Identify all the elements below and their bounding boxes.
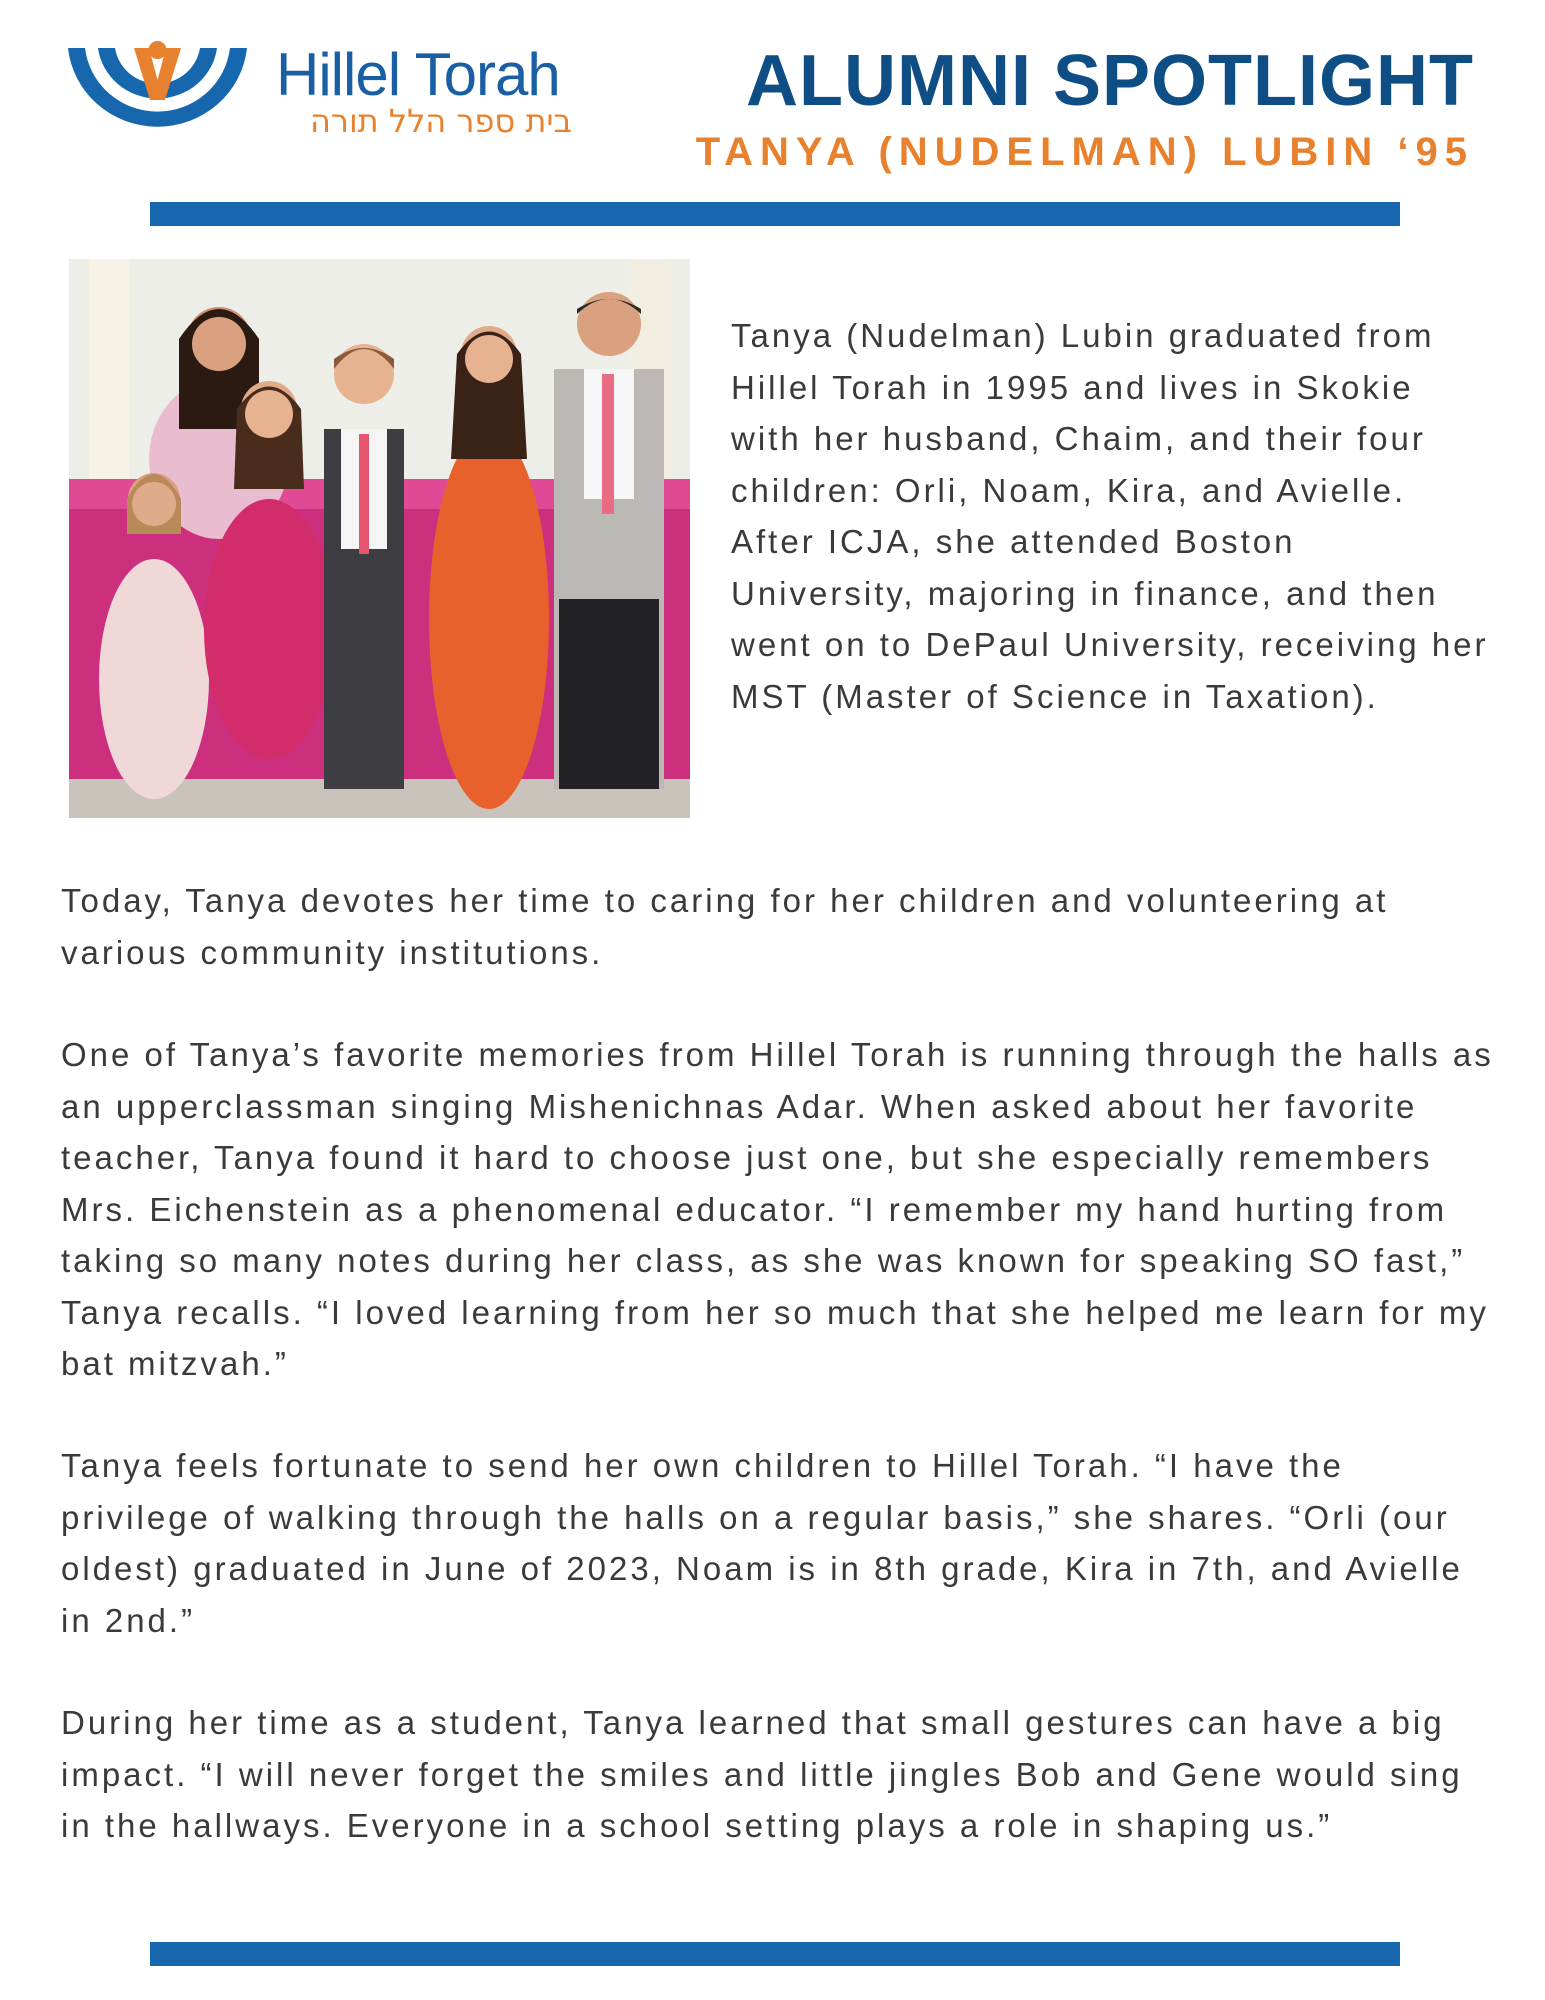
family-photo-illustration: [69, 259, 690, 818]
body-paragraph-3: Tanya feels fortunate to send her own children to Hillel Torah. “I have the privilege of walking through the halls on a regular basis,” she shares. “Orli (our oldest) graduated in June of 2023, Noam is in 8th grade, Kira in 7th, and Avielle in 2nd.”: [61, 1447, 1463, 1639]
intro-paragraph: Tanya (Nudelman) Lubin graduated from Hillel Torah in 1995 and lives in Skokie with her husband, Chaim, and their four children: Orli, Noam, Kira, and Avielle. After ICJA, she attended Boston University, majoring in finance, and then went on to DePaul University, receiving her MST (Master of Science in Taxation).: [731, 317, 1489, 715]
menorah-logo-icon: [60, 40, 255, 148]
family-photo: [69, 259, 690, 818]
logo-wordmark: Hillel Torah: [276, 41, 560, 108]
logo-hebrew-name: בית ספר הלל תורה: [309, 102, 572, 140]
page-title: ALUMNI SPOTLIGHT: [746, 41, 1474, 121]
top-divider: [150, 202, 1400, 226]
alumni-name: TANYA (NUDELMAN) LUBIN ‘95: [695, 130, 1474, 174]
bottom-divider: [150, 1942, 1400, 1966]
school-logo: [60, 40, 580, 150]
body-paragraph-2: One of Tanya’s favorite memories from Hillel Torah is running through the halls as an upperclassman singing Mishenichnas Adar. When asked about her favorite teacher, Tanya found it hard to choose just one, but she especially remembers Mrs. Eichenstein as a phenomenal educator. “I remember my hand hurting from taking so many notes during her class, as she was known for speaking SO fast,” Tanya recalls. “I loved learning from her so much that she helped me learn for my bat mitzvah.”: [61, 1036, 1494, 1382]
body-paragraph-4: During her time as a student, Tanya learned that small gestures can have a big impact. “I will never forget the smiles and little jingles Bob and Gene would sing in the hallways. Everyone in a school setting plays a role in shaping us.”: [61, 1704, 1463, 1844]
body-paragraph-1: Today, Tanya devotes her time to caring for her children and volunteering at various community institutions.: [61, 882, 1389, 971]
